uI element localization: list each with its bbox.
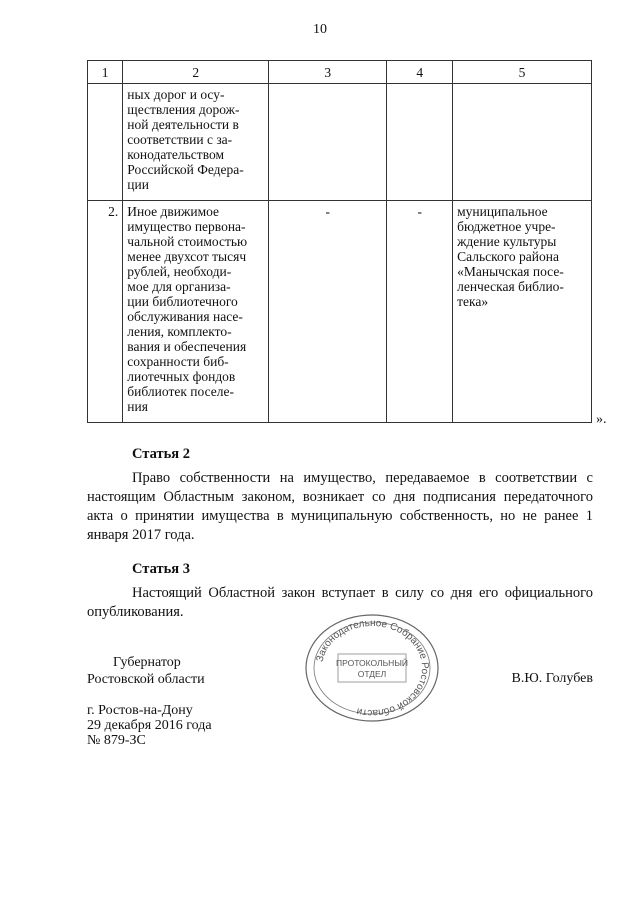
article-3-text: Настоящий Областной закон вступает в силу со дня его официального опубликования. (87, 585, 593, 620)
article-2-heading: Статья 2 (132, 446, 190, 462)
property-description: Иное движимое имущество первона- чальной стоимостью менее двухсот тысяч рублей, необходи- мое для организа- ции библиотечного обслуживания насе- ления, комплекто- вания и обеспечения сохранности биб- лиотечных фондов библиотек поселе- ния (123, 201, 269, 423)
header-cell: 2 (123, 61, 269, 84)
col4-value: - (387, 201, 453, 423)
table-row (88, 84, 592, 201)
city: г. Ростов-на-Дону (87, 703, 193, 718)
header-cell: 3 (269, 61, 387, 84)
table-header-row (88, 61, 592, 84)
col3-value: - (269, 201, 387, 423)
signatory-name: В.Ю. Голубев (511, 671, 593, 686)
page-number: 10 (313, 22, 327, 37)
law-number: № 879-ЗС (87, 733, 146, 748)
row-number: 2. (88, 201, 123, 423)
seal-center-line2: ОТДЕЛ (357, 669, 387, 679)
table-row (88, 201, 592, 423)
date: 29 декабря 2016 года (87, 718, 212, 733)
continued-description: ных дорог и осу- ществления дорож- ной деятельности в соответствии с за- конодательством Российской Федера- ции (123, 84, 269, 201)
seal-center-line1: ПРОТОКОЛЬНЫЙ (336, 658, 408, 668)
header-cell: 1 (88, 61, 123, 84)
official-seal (302, 612, 442, 724)
header-cell: 4 (387, 61, 453, 84)
signatory-title: Губернатор Ростовской области (87, 655, 205, 687)
recipient: муниципальное бюджетное учре- ждение культуры Сальского района «Манычская посе- ленческая библио- тека» (453, 201, 592, 423)
seal-ring-text: Законодательное Собрание Ростовской области (314, 617, 431, 719)
article-2-text: Право собственности на имущество, передаваемое в соответствии с настоящим Областным законом, возникает со дня подписания передаточного акта о принятии имущества в муниципальную собственность, но не ранее 1 января 2017 года. (87, 470, 593, 543)
property-table (87, 60, 592, 423)
article-3-heading: Статья 3 (132, 561, 190, 577)
header-cell: 5 (453, 61, 592, 84)
closing-quote: ». (596, 412, 607, 427)
place-and-date (87, 703, 212, 748)
